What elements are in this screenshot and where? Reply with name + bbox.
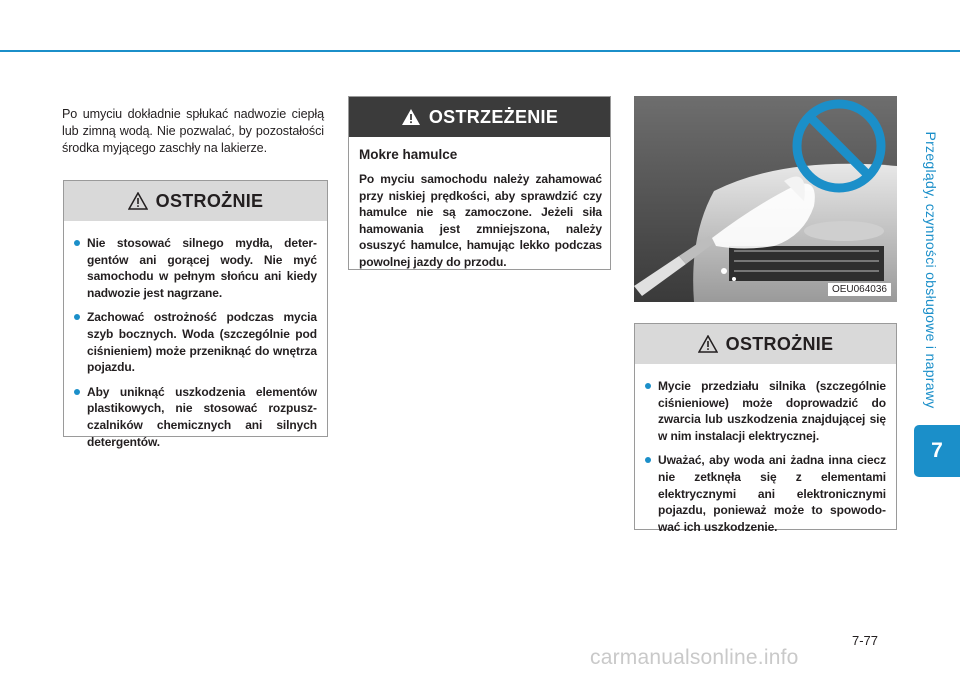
bullet-icon bbox=[74, 240, 80, 246]
intro-paragraph: Po umyciu dokładnie spłukać nadwozie ciepłą lub zimną wodą. Nie pozwalać, by pozostałości środka myjącego zaschły na lakierze. bbox=[62, 106, 324, 155]
caution-box-left bbox=[63, 180, 328, 449]
warning-triangle-icon bbox=[401, 108, 421, 126]
warning-subtitle: Mokre hamulce bbox=[359, 147, 458, 162]
caution-header bbox=[635, 324, 896, 364]
bullet-icon bbox=[74, 389, 80, 395]
caution-list bbox=[635, 364, 896, 545]
list-item: Uważać, aby woda ani żadna inna ciecz nie zetknęła się z elementami elektrycznymi ani elektronicznymi pojazdu, ponieważ może to spowodować ich uszkodzenie. bbox=[645, 452, 886, 535]
list-item: Aby uniknąć uszkodzenia elementów plastikowych, nie stosować rozpuszczalników chemicznych ani silnych detergentów. bbox=[74, 384, 317, 450]
car-wash-illustration bbox=[634, 96, 897, 302]
bullet-icon bbox=[74, 314, 80, 320]
list-item: Nie stosować silnego mydła, detergentów ani gorącej wody. Nie myć samochodu w pełnym słońcu ani kiedy nadwozie jest nagrzane. bbox=[74, 235, 317, 301]
caution-title: OSTROŻNIE bbox=[155, 190, 264, 211]
warning-header bbox=[349, 97, 610, 137]
photo-code-label: OEU064036 bbox=[828, 283, 891, 296]
caution-box-right bbox=[634, 323, 897, 534]
warning-triangle-icon bbox=[698, 335, 718, 353]
section-title: Przeglądy, czynności obsługowe i naprawy bbox=[923, 131, 939, 409]
warning-text: Po myciu samochodu należy zahamować przy niskiej prędkości, aby sprawdzić czy hamulce nie są zamoczone. Jeżeli siła hamowania jest zmniejszona, należy osuszyć hamulce, hamując lekko podczas powolnej jazdy do przodu. bbox=[359, 172, 602, 269]
list-item: Mycie przedziału silnika (szczególnie ciśnieniowe) może doprowadzić do zwarcia lub uszkodzenia znajdującej się w nim instalacji elektrycznej. bbox=[645, 378, 886, 444]
warning-triangle-icon bbox=[128, 192, 148, 210]
warning-title: OSTRZEŻENIE bbox=[428, 106, 559, 127]
page-number: 7-77 bbox=[852, 633, 879, 648]
list-item: Zachować ostrożność podczas mycia szyb bocznych. Woda (szczególnie pod ciśnieniem) może przeniknąć do wnętrza pojazdu. bbox=[74, 309, 317, 375]
section-sidebar-title bbox=[910, 130, 952, 410]
warning-body bbox=[349, 137, 610, 281]
caution-title: OSTROŻNIE bbox=[725, 333, 834, 354]
car-engine-wash-photo bbox=[634, 96, 897, 302]
bullet-icon bbox=[645, 457, 651, 463]
caution-header bbox=[64, 181, 327, 221]
warning-box bbox=[348, 96, 611, 270]
bullet-icon bbox=[645, 383, 651, 389]
caution-list bbox=[64, 221, 327, 460]
header-rule bbox=[0, 50, 960, 52]
chapter-tab: 7 bbox=[914, 425, 960, 477]
watermark: carmanualsonline.info bbox=[590, 646, 799, 669]
